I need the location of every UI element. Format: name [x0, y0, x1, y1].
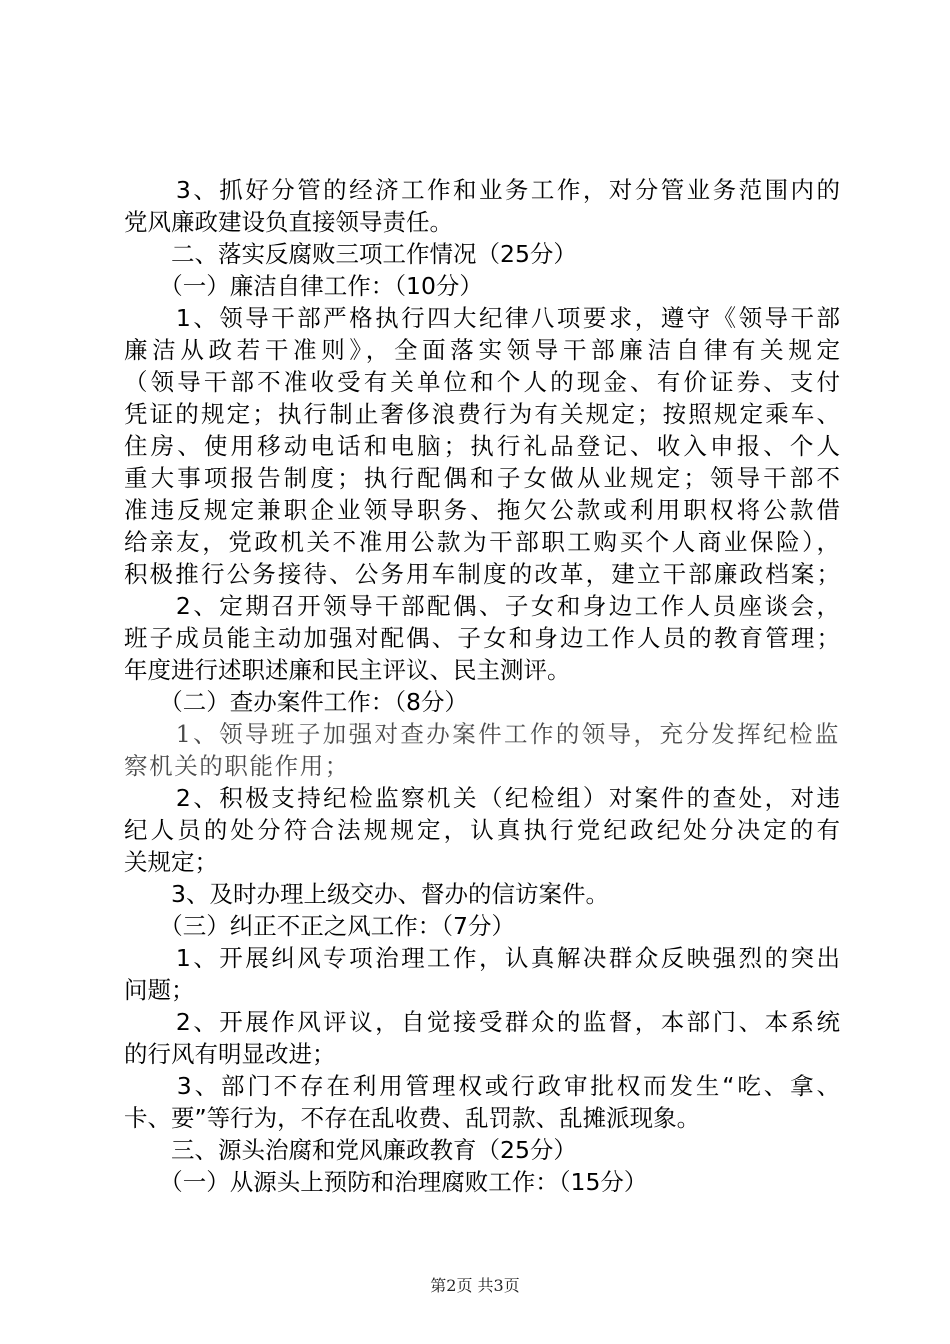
text-line: 1、领导班子加强对查办案件工作的领导，充分发挥纪检监 [124, 720, 840, 748]
text-line: 纪人员的处分符合法规规定，认真执行党纪政纪处分决定的有 [124, 816, 840, 844]
text-line: 重大事项报告制度；执行配偶和子女做从业规定；领导干部不 [124, 464, 840, 492]
text-line: 廉洁从政若干准则》，全面落实领导干部廉洁自律有关规定 [124, 336, 840, 364]
text-line: 给亲友，党政机关不准用公款为干部职工购买个人商业保险）， [124, 528, 840, 556]
subsection-heading: （一）廉洁自律工作：（10分） [124, 272, 483, 300]
text-line: 察机关的职能作用； [124, 752, 350, 780]
text-line: 问题； [124, 976, 195, 1004]
text-line: 1、开展纠风专项治理工作，认真解决群众反映强烈的突出 [124, 944, 840, 972]
text-line: 班子成员能主动加强对配偶、子女和身边工作人员的教育管理； [124, 624, 840, 652]
text-line: 积极推行公务接待、公务用车制度的改革，建立干部廉政档案； [124, 560, 840, 588]
text-line: 的行风有明显改进； [124, 1040, 336, 1068]
subsection-heading: （二）查办案件工作：（8分） [124, 688, 468, 716]
text-line: 年度进行述职述廉和民主评议、民主测评。 [124, 656, 571, 684]
text-line: 2、开展作风评议，自觉接受群众的监督，本部门、本系统 [124, 1008, 840, 1036]
text-line: 住房、使用移动电话和电脑；执行礼品登记、收入申报、个人 [124, 432, 840, 460]
page-footer: 第2页 共3页 [430, 1276, 520, 1295]
text-line: 凭证的规定；执行制止奢侈浪费行为有关规定；按照规定乘车、 [124, 400, 840, 428]
text-line: （领导干部不准收受有关单位和个人的现金、有价证券、支付 [124, 368, 840, 396]
text-line: 2、定期召开领导干部配偶、子女和身边工作人员座谈会， [124, 592, 840, 620]
text-line: 关规定； [124, 848, 218, 876]
text-line: 卡、要”等行为，不存在乱收费、乱罚款、乱摊派现象。 [124, 1104, 701, 1132]
text-line: 1、领导干部严格执行四大纪律八项要求，遵守《领导干部 [124, 304, 840, 332]
text-line: 3、部门不存在利用管理权或行政审批权而发生“吃、拿、 [124, 1072, 840, 1100]
section-heading: 二、落实反腐败三项工作情况（25分） [124, 240, 577, 268]
document-body [124, 174, 840, 1198]
text-line: 2、积极支持纪检监察机关（纪检组）对案件的查处，对违 [124, 784, 840, 812]
text-line: 3、抓好分管的经济工作和业务工作，对分管业务范围内的 [124, 176, 840, 204]
subsection-heading: （一）从源头上预防和治理腐败工作：（15分） [124, 1168, 648, 1196]
section-heading: 三、源头治腐和党风廉政教育（25分） [124, 1136, 577, 1164]
text-line: 党风廉政建设负直接领导责任。 [124, 208, 453, 236]
text-line: 3、及时办理上级交办、督办的信访案件。 [124, 880, 609, 908]
subsection-heading: （三）纠正不正之风工作：（7分） [124, 912, 515, 940]
text-line: 准违反规定兼职企业领导职务、拖欠公款或利用职权将公款借 [124, 496, 840, 524]
